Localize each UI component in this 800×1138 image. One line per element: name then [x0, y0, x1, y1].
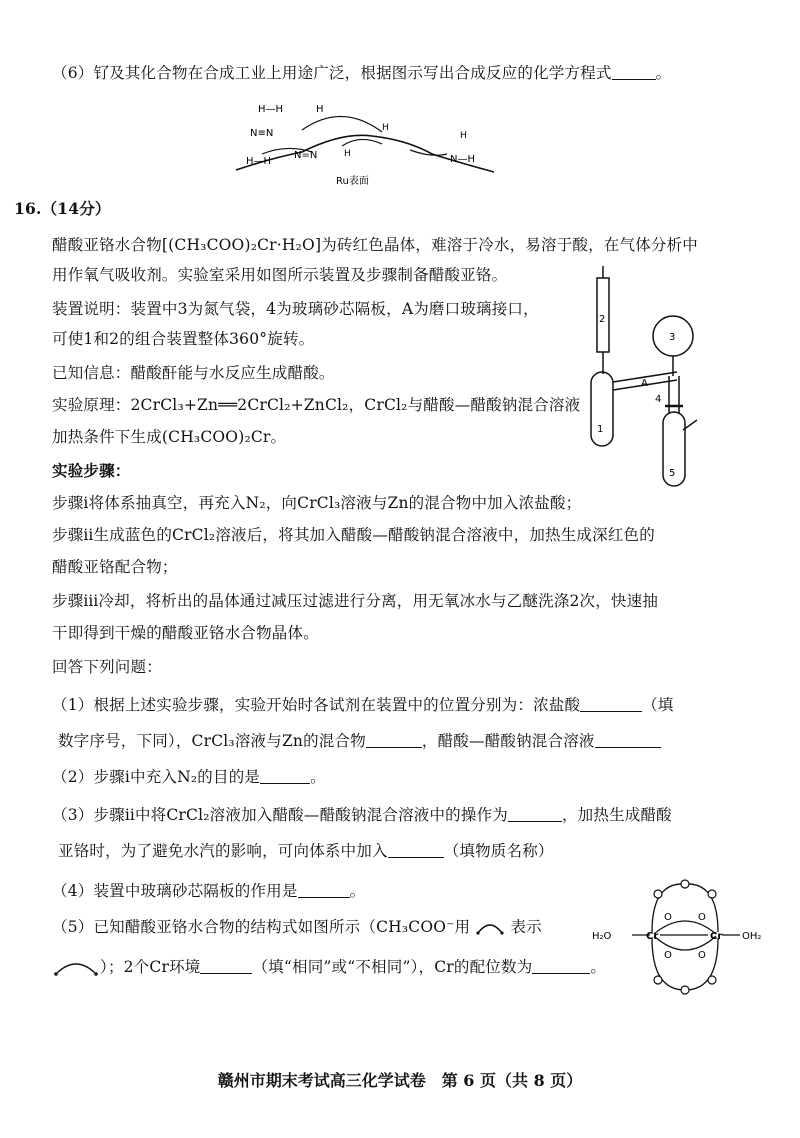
intro-line-2: 用作氧气吸收剂。实验室采用如图所示装置及步骤制备醋酸亚铬。	[52, 266, 508, 284]
ru-surface-label: Ru表面	[336, 176, 369, 187]
q1-text-a: （1）根据上述实验步骤，实验开始时各试剂在装置中的位置分别为：浓盐酸	[52, 696, 581, 714]
chromium-acetate-structure	[590, 872, 780, 1002]
q1-acetate-blank[interactable]	[595, 731, 661, 748]
page-footer: 赣州市期末考试高三化学试卷 第 6 页（共 8 页）	[217, 1071, 583, 1090]
step-ii-line-2: 醋酸亚铬配合物；	[52, 558, 178, 576]
ru-label-nh: N—H	[450, 154, 475, 165]
principle-line-2: 加热条件下生成(CH₃COO)₂Cr。	[52, 428, 287, 446]
q1-text-b: （填	[642, 696, 674, 714]
q4-text-b: 。	[349, 882, 366, 900]
q5-line-1	[52, 916, 542, 938]
q2-line	[52, 766, 326, 788]
q2-text-b: 。	[310, 768, 326, 786]
oh2-right-label: OH₂	[742, 931, 762, 942]
q6-answer-blank[interactable]	[612, 63, 656, 80]
ru-label-h: H	[316, 104, 324, 115]
o-label-3: O	[664, 950, 672, 961]
q3-operation-blank[interactable]	[508, 805, 562, 822]
ru-label-nn: N≡N	[250, 128, 274, 139]
q5-text-c: ）；2个Cr环境	[100, 958, 201, 976]
q3-text-b: ，加热生成醋酸	[561, 806, 672, 824]
q3-substance-blank[interactable]	[388, 841, 444, 858]
device-line-1: 装置说明：装置中3为氮气袋，4为玻璃砂芯隔板，A为磨口玻璃接口，	[52, 300, 539, 318]
q5-environment-blank[interactable]	[200, 957, 252, 974]
acetate-arc-symbol	[52, 958, 100, 976]
label-1: 1	[597, 424, 604, 435]
q1-line-1	[52, 694, 674, 716]
label-A: A	[641, 378, 648, 389]
h2o-left-label: H₂O	[592, 931, 612, 942]
step-iii-line-2: 干即得到干燥的醋酸亚铬水合物晶体。	[52, 624, 319, 642]
q6-text: （6）钌及其化合物在合成工业上用途广泛，根据图示写出合成反应的化学方程式	[52, 64, 612, 82]
q1-crcl3-blank[interactable]	[366, 731, 422, 748]
ru-label-h2: H	[344, 149, 351, 159]
known-info: 已知信息：醋酸酐能与水反应生成醋酸。	[52, 364, 335, 382]
q1-text-d: ，醋酸—醋酸钠混合溶液	[421, 732, 595, 750]
o-label-2: O	[698, 912, 706, 923]
ru-label-n-n: N=N	[294, 150, 318, 161]
label-4: 4	[655, 394, 662, 405]
q5-text-d: （填“相同”或“不相同”），Cr的配位数为	[252, 958, 533, 976]
q6-period: 。	[655, 64, 672, 82]
device-line-2: 可使1和2的组合装置整体360°旋转。	[52, 330, 315, 348]
o-label-4: O	[698, 950, 706, 961]
q5-line-2	[52, 956, 606, 978]
apparatus-figure	[585, 262, 745, 492]
ru-label-hh-top: H—H	[258, 104, 284, 115]
q3-line-2	[58, 840, 554, 862]
o-label-1: O	[664, 912, 672, 923]
label-3: 3	[669, 332, 676, 343]
label-2: 2	[599, 314, 606, 325]
q2-text-a: （2）步骤ⅰ中充入N₂的目的是	[52, 768, 261, 786]
answer-title: 回答下列问题：	[52, 658, 162, 676]
q4-blank[interactable]	[298, 881, 350, 898]
cr-left-label: Cr	[646, 931, 659, 942]
steps-title: 实验步骤：	[52, 461, 131, 480]
intro-line-1: 醋酸亚铬水合物[(CH₃COO)₂Cr·H₂O]为砖红色晶体，难溶于冷水，易溶于酸，在气体分析中	[52, 236, 699, 254]
ru-arrow-arc	[302, 116, 382, 132]
q5-coordination-blank[interactable]	[532, 957, 590, 974]
q1-line-2	[58, 730, 661, 752]
q3-text-c: 亚铬时，为了避免水汽的影响，可向体系中加入	[58, 842, 388, 860]
q4-line	[52, 880, 365, 902]
q5-text-a: （5）已知醋酸亚铬水合物的结构式如图所示（CH₃COO⁻用	[52, 918, 471, 936]
step-iii-line-1: 步骤ⅲ冷却，将析出的晶体通过减压过滤进行分离，用无氧冰水与乙醚洗涤2次，快速抽	[52, 592, 659, 610]
q2-blank[interactable]	[260, 767, 310, 784]
q3-text-d: （填物质名称）	[443, 842, 554, 860]
step-ii-line-1: 步骤ⅱ生成蓝色的CrCl₂溶液后，将其加入醋酸—醋酸钠混合溶液中，加热生成深红色的	[52, 526, 655, 544]
q6-line	[52, 62, 671, 84]
ru-surface-figure	[232, 92, 502, 188]
q5-text-b: 表示	[510, 918, 542, 936]
label-5: 5	[669, 468, 676, 479]
q3-text-a: （3）步骤ⅱ中将CrCl₂溶液加入醋酸—醋酸钠混合溶液中的操作为	[52, 806, 508, 824]
cr-right-label: Cr	[710, 931, 723, 942]
q1-text-c: 数字序号，下同），CrCl₃溶液与Zn的混合物	[58, 732, 366, 750]
acetate-arc-symbol-inline	[475, 919, 505, 935]
step-i: 步骤ⅰ将体系抽真空，再充入N₂，向CrCl₃溶液与Zn的混合物中加入浓盐酸；	[52, 494, 582, 512]
ru-label-h4: H	[460, 131, 467, 141]
ru-label-h3: H	[382, 123, 389, 133]
q3-line-1	[52, 804, 672, 826]
ru-label-hh-left: H—H	[246, 156, 272, 167]
q16-header: 16.（14分）	[14, 199, 111, 218]
principle-line-1: 实验原理：2CrCl₃+Zn══2CrCl₂+ZnCl₂，CrCl₂与醋酸—醋酸钠混合溶液	[52, 396, 581, 414]
q1-hcl-blank[interactable]	[580, 695, 642, 712]
q4-text-a: （4）装置中玻璃砂芯隔板的作用是	[52, 882, 298, 900]
q5-text-e: 。	[590, 958, 607, 976]
